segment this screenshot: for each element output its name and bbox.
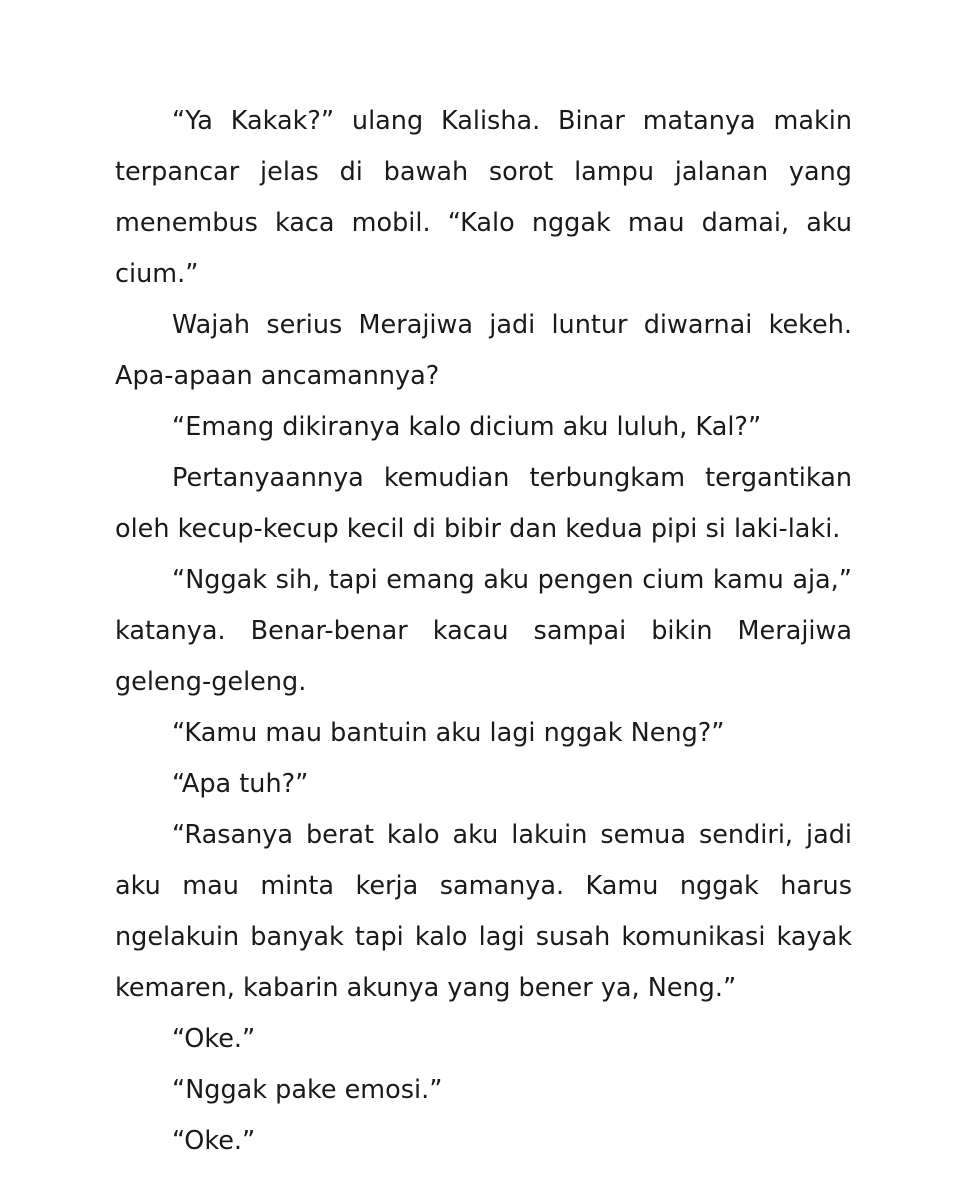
paragraph: “Nggak sih, tapi emang aku pengen cium kamu aja,” katanya. Benar-benar kacau sampai bikin Merajiwa geleng-geleng. <box>115 565 852 697</box>
paragraph: “Emang dikiranya kalo dicium aku luluh, Kal?” <box>172 412 762 442</box>
book-page <box>115 96 852 1167</box>
paragraph: “Apa tuh?” <box>172 769 309 799</box>
paragraph: “Oke.” <box>172 1024 256 1054</box>
paragraph: Pertanyaannya kemudian terbungkam tergantikan oleh kecup-kecup kecil di bibir dan kedua pipi si laki-laki. <box>115 463 852 544</box>
paragraph: Wajah serius Merajiwa jadi luntur diwarnai kekeh. Apa-apaan ancamannya? <box>115 310 852 391</box>
paragraph: “Rasanya berat kalo aku lakuin semua sendiri, jadi aku mau minta kerja samanya. Kamu nggak harus ngelakuin banyak tapi kalo lagi susah komunikasi kayak kemaren, kabarin akunya yang bener ya, Neng.” <box>115 820 852 1003</box>
paragraph: “Oke.” <box>172 1126 256 1156</box>
paragraph: “Nggak pake emosi.” <box>172 1075 443 1105</box>
paragraph: “Ya Kakak?” ulang Kalisha. Binar matanya makin terpancar jelas di bawah sorot lampu jalanan yang menembus kaca mobil. “Kalo nggak mau damai, aku cium.” <box>115 106 852 289</box>
paragraph: “Kamu mau bantuin aku lagi nggak Neng?” <box>172 718 725 748</box>
